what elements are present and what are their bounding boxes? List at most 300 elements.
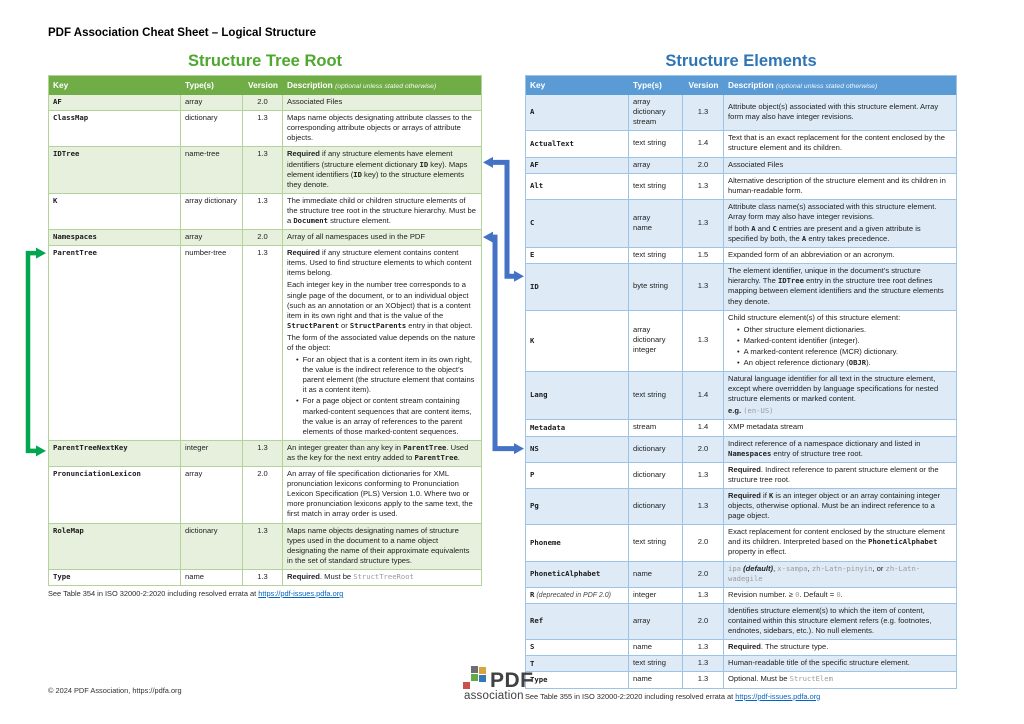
description-paragraph (728, 133, 952, 153)
version-cell: 1.3 (683, 311, 724, 371)
description-paragraph (728, 224, 952, 244)
key-cell: T (526, 656, 629, 671)
table-row (526, 264, 956, 310)
version-cell: 2.0 (683, 604, 724, 639)
version-cell: 1.3 (683, 264, 724, 309)
types-cell: array dictionary (181, 194, 243, 229)
text-run: If both (728, 223, 752, 233)
text-run: , or (872, 563, 886, 573)
description-paragraph (728, 658, 952, 668)
table-row (49, 570, 481, 585)
types-cell: array (181, 95, 243, 110)
version-cell: 1.3 (683, 200, 724, 247)
text-run: Document (293, 215, 328, 225)
bullet-icon: • (296, 355, 299, 365)
description-cell (724, 640, 956, 655)
text-run: ID (419, 159, 429, 169)
key-cell: Type (526, 672, 629, 687)
text-run: ). (866, 358, 871, 367)
key-cell: ClassMap (49, 111, 181, 146)
text-run: PhoneticAlphabet (868, 537, 938, 547)
bullet-item (737, 325, 952, 335)
structure-tree-root-title: Structure Tree Root (187, 52, 343, 70)
text-run: Required (728, 464, 761, 474)
text-run: Required (728, 642, 761, 652)
structure-tree-root-table (48, 52, 482, 598)
description-paragraph (728, 674, 952, 684)
bullet-item (296, 355, 477, 395)
table-header-row (49, 76, 481, 95)
description-cell (283, 230, 481, 245)
text-run: key) to the structure elements they denote. (287, 169, 465, 189)
description-paragraph (287, 232, 477, 242)
structure-elements-title: Structure Elements (665, 52, 817, 70)
key-cell: ActualText (526, 131, 629, 156)
text-run: K (768, 490, 774, 500)
key-cell: R (deprecated in PDF 2.0) (526, 588, 629, 603)
text-run: entry takes precedence. (806, 234, 890, 244)
text-run: StructElem (789, 674, 833, 684)
text-run: Attribute class name(s) associated with this structure element. Array form may also have integer revisions. (728, 201, 937, 221)
description-cell (283, 524, 481, 569)
key-cell: C (526, 200, 629, 247)
description-paragraph (287, 333, 477, 353)
key-cell: RoleMap (49, 524, 181, 569)
table-row (526, 311, 956, 372)
key-cell: PronunciationLexicon (49, 467, 181, 522)
types-cell: dictionary (181, 111, 243, 146)
types-cell: array dictionary stream (629, 95, 683, 130)
description-cell (283, 111, 481, 146)
types-cell: name-tree (181, 147, 243, 192)
text-run: property in effect. (728, 547, 787, 557)
description-note: (optional unless stated otherwise) (334, 83, 437, 90)
version-cell: 1.3 (243, 194, 283, 229)
description-cell (283, 95, 481, 110)
column-header-version: Version (688, 80, 719, 90)
description-cell (724, 604, 956, 639)
text-run: . (457, 452, 460, 462)
version-cell: 1.5 (683, 248, 724, 263)
version-cell: 1.3 (243, 147, 283, 192)
text-run: and (755, 223, 773, 233)
types-cell: dictionary (629, 489, 683, 524)
description-paragraph (728, 439, 952, 459)
version-cell: 1.3 (243, 570, 283, 585)
text-run: 0 (795, 589, 800, 599)
description-cell (724, 131, 956, 156)
description-paragraph (287, 113, 477, 143)
description-cell (724, 562, 956, 587)
bullet-icon: • (296, 396, 299, 406)
text-run: Indirect reference of a namespace dictionary and listed in (728, 438, 921, 448)
table-row (49, 194, 481, 230)
description-paragraph (287, 572, 477, 582)
types-cell: name (181, 570, 243, 585)
mosaic-red-square (463, 682, 470, 689)
key-cell: A (526, 95, 629, 130)
key-cell: K (49, 194, 181, 229)
pdf-association-logo (463, 666, 563, 702)
footnote-text: See Table 355 in ISO 32000-2:2020 including resolved errata at (525, 691, 736, 701)
text-run: Namespaces (728, 448, 772, 458)
text-run: . (840, 589, 843, 599)
bullet-icon: • (737, 358, 740, 367)
types-cell: integer (629, 588, 683, 603)
text-run: entries are present and a given attribute is specified by both, the (728, 223, 921, 244)
description-paragraph (287, 280, 477, 330)
text-run: . Indirect reference to parent structure element or the structure tree root. (728, 464, 939, 484)
text-run: zh-Latn-wadegile (728, 563, 921, 583)
text-run: Associated Files (287, 97, 343, 107)
structure-elements-table (525, 52, 957, 701)
parenttree-nextkey-link (28, 248, 46, 457)
table-row (49, 95, 481, 111)
logo-top-row (463, 666, 563, 690)
text-run: entry in the structure tree root defines mapping between element identifiers and the structure elements they denote. (728, 276, 944, 306)
table-row (49, 111, 481, 147)
types-cell: array dictionary integer (629, 311, 683, 371)
description-cell (724, 588, 956, 603)
text-run: A (801, 234, 807, 244)
text-run: Exact replacement for content enclosed by the structure element and its children. Interpreted based on the (728, 527, 945, 547)
text-run: A marked-content reference (MCR) dictionary. (743, 346, 898, 356)
text-run: Marked-content identifier (integer). (743, 335, 860, 345)
text-run: entry in that object. (406, 320, 473, 330)
text-run: if any structure element contains content items. Used to find structure elements to which content items belong. (287, 248, 472, 278)
version-cell: 2.0 (683, 158, 724, 173)
text-run: is an integer object or an array containing integer objects, otherwise optional. Must be an indirect reference to a page object. (728, 490, 941, 521)
text-run: Child structure element(s) of this structure element: (728, 312, 901, 322)
key-cell: NS (526, 437, 629, 462)
version-cell: 1.3 (683, 489, 724, 524)
types-cell: text string (629, 656, 683, 671)
description-cell (724, 489, 956, 524)
bullet-item (737, 358, 952, 368)
column-header-key: Key (53, 80, 69, 90)
description-paragraph (287, 196, 477, 226)
version-cell: 2.0 (243, 467, 283, 522)
text-run: ID (353, 169, 362, 179)
version-cell: 1.3 (683, 588, 724, 603)
description-cell (724, 174, 956, 199)
types-cell: stream (629, 420, 683, 435)
types-cell: dictionary (629, 437, 683, 462)
table-row (526, 200, 956, 248)
key-cell: P (526, 463, 629, 488)
text-run: An integer greater than any key in (287, 442, 404, 452)
table-row (526, 437, 956, 463)
text-run: Expanded form of an abbreviation or an acronym. (728, 250, 895, 260)
text-run: The form of the associated value depends on the nature of the object: (287, 332, 476, 352)
column-header-types: Type(s) (185, 80, 214, 90)
types-cell: text string (629, 525, 683, 560)
types-cell: dictionary (629, 463, 683, 488)
bullet-icon: • (737, 324, 740, 334)
key-cell: Namespaces (49, 230, 181, 245)
text-run: Other structure element dictionaries. (743, 324, 867, 334)
types-cell: array (181, 230, 243, 245)
table-footnote (525, 692, 957, 701)
text-run: Attribute object(s) associated with this structure element. Array form may also have integer revisions. (728, 102, 939, 122)
text-run: structure element. (327, 215, 391, 225)
text-run: 0 (836, 589, 841, 599)
text-run: Required (287, 149, 320, 159)
description-note: (optional unless stated otherwise) (775, 83, 878, 90)
description-cell (283, 246, 481, 440)
version-cell: 1.3 (243, 441, 283, 466)
copyright-text: © 2024 PDF Association, https://pdfa.org (48, 686, 182, 695)
types-cell: text string (629, 131, 683, 156)
types-cell: dictionary (181, 524, 243, 569)
key-cell: S (526, 640, 629, 655)
text-run: A (751, 223, 756, 233)
version-cell: 1.3 (683, 640, 724, 655)
description-paragraph (728, 465, 952, 485)
description-cell (283, 570, 481, 585)
description-paragraph (728, 422, 952, 432)
table-row (49, 441, 481, 467)
column-header-key: Key (530, 80, 546, 90)
version-cell: 1.3 (683, 174, 724, 199)
description-cell (283, 441, 481, 466)
version-cell: 1.3 (243, 246, 283, 440)
text-run: The immediate child or children structure elements of the structure tree root in the structure hierarchy. Must be a (287, 195, 476, 225)
text-run: Revision number. ≥ (728, 589, 796, 599)
description-paragraph (728, 642, 952, 652)
key-note: (deprecated in PDF 2.0) (534, 591, 611, 599)
description-cell (283, 194, 481, 229)
version-cell: 2.0 (683, 562, 724, 587)
text-run: . Default = (799, 589, 837, 599)
types-cell: array (629, 158, 683, 173)
logo-text-sub: association (464, 690, 524, 702)
description-paragraph (728, 564, 952, 584)
key-cell: Phoneme (526, 525, 629, 560)
table-header-row (526, 76, 956, 95)
text-run: StructParent (287, 320, 339, 330)
table-row (526, 672, 956, 687)
text-run: XMP metadata stream (728, 422, 804, 432)
text-run: Associated Files (728, 159, 784, 169)
footnote-text: See Table 354 in ISO 32000-2:2020 including resolved errata at (48, 588, 259, 598)
table-row (526, 174, 956, 200)
description-cell (724, 525, 956, 560)
table-row (526, 604, 956, 640)
mosaic-gold-square (479, 667, 486, 674)
table-row (49, 246, 481, 441)
table-row (526, 562, 956, 588)
mosaic-gray-square (471, 666, 478, 673)
key-cell: ParentTree (49, 246, 181, 440)
bullet-icon: • (737, 335, 740, 345)
text-run: StructTreeRoot (353, 571, 414, 581)
description-cell (724, 95, 956, 130)
text-run: zh-Latn-pinyin (811, 563, 873, 573)
document-title: PDF Association Cheat Sheet – Logical Structure (48, 27, 316, 39)
text-run: Maps name objects designating attribute classes to the corresponding attribute objects or arrays of attribute objects. (287, 113, 472, 143)
table-row (526, 95, 956, 131)
description-paragraph (728, 313, 952, 323)
types-cell: text string (629, 372, 683, 419)
table-row (526, 525, 956, 561)
text-run: Required (728, 490, 761, 500)
description-paragraph (728, 406, 952, 416)
description-paragraph (728, 374, 952, 404)
types-cell: name (629, 672, 683, 687)
table-row (526, 131, 956, 157)
description-cell (724, 437, 956, 462)
types-cell: text string (629, 248, 683, 263)
types-cell: array (181, 467, 243, 522)
mosaic-green-square (471, 674, 478, 681)
version-cell: 2.0 (243, 95, 283, 110)
version-cell: 1.4 (683, 372, 724, 419)
description-paragraph (728, 176, 952, 196)
logo-text-main: PDF (490, 669, 534, 692)
bullet-item (296, 396, 477, 436)
text-run: if (760, 490, 769, 500)
column-header-description: Description (optional unless stated otherwise) (728, 80, 878, 90)
description-paragraph (728, 102, 952, 122)
text-run: ParentTree (403, 442, 447, 452)
key-cell: AF (526, 158, 629, 173)
text-run: x-sampa (777, 563, 808, 573)
text-run: Array of all namespaces used in the PDF (287, 232, 426, 242)
text-run: , (773, 563, 778, 573)
types-cell: name (629, 562, 683, 587)
text-run: Natural language identifier for all text in the structure element, except where overridden by language specifications for nested structure elements or marked content. (728, 374, 939, 404)
text-run: Required (287, 571, 320, 581)
description-paragraph (728, 527, 952, 557)
text-run: Alternative description of the structure element and its children in human-readable form. (728, 175, 946, 195)
types-cell: array name (629, 200, 683, 247)
types-cell: byte string (629, 264, 683, 309)
text-run: , (807, 563, 812, 573)
table-row (526, 656, 956, 672)
logo-mosaic-icon (463, 666, 487, 690)
text-run: IDTree (777, 276, 804, 286)
description-cell (283, 147, 481, 192)
table-row (526, 463, 956, 489)
text-run: Maps name objects designating names of structure types used in the document to a name object designating the name of their approximate equivalents in the set of standard structure types. (287, 525, 470, 565)
key-cell: Pg (526, 489, 629, 524)
description-cell (724, 248, 956, 263)
description-paragraph (287, 443, 477, 463)
text-run: or (338, 320, 350, 330)
key-cell: E (526, 248, 629, 263)
description-cell (283, 467, 481, 522)
key-cell: Ref (526, 604, 629, 639)
text-run: OBJR (848, 358, 867, 367)
namespaces-ns-link (483, 232, 524, 455)
description-paragraph (287, 469, 477, 519)
description-paragraph (728, 266, 952, 306)
table-row (49, 147, 481, 193)
table-row (49, 524, 481, 570)
description-paragraph (287, 248, 477, 278)
text-run: (en-US) (743, 406, 774, 416)
errata-link[interactable]: https://pdf-issues.pdfa.org (258, 588, 344, 598)
version-cell: 1.3 (683, 672, 724, 687)
bullet-item (737, 347, 952, 357)
structure-tree-root-grid (48, 75, 482, 586)
table-row (526, 489, 956, 525)
description-paragraph (728, 491, 952, 521)
text-run: An object reference dictionary ( (743, 358, 849, 367)
text-run: For a page object or content stream containing marked-content sequences that are content items, the value is an array of references to the parent elements of those marked-content sequences. (302, 396, 472, 436)
types-cell: integer (181, 441, 243, 466)
table-row (49, 230, 481, 246)
errata-link[interactable]: https://pdf-issues.pdfa.org (735, 691, 821, 701)
key-cell: IDTree (49, 147, 181, 192)
table-row (526, 372, 956, 420)
text-run: key). Maps element identifiers ( (287, 159, 468, 179)
table-footnote (48, 589, 482, 598)
version-cell: 2.0 (683, 525, 724, 560)
text-run: For an object that is a content item in its own right, the value is the indirect reference to the object’s parent element (the structure element that contains it as a content item). (302, 355, 475, 395)
description-cell (724, 372, 956, 419)
description-paragraph (287, 149, 477, 189)
types-cell: array (629, 604, 683, 639)
text-run: C (772, 223, 777, 233)
version-cell: 1.3 (683, 463, 724, 488)
description-paragraph (728, 606, 952, 636)
key-cell: K (526, 311, 629, 371)
description-cell (724, 200, 956, 247)
description-cell (724, 420, 956, 435)
text-run: Required (287, 248, 320, 258)
text-run: e.g. (728, 406, 744, 416)
bullet-icon: • (737, 346, 740, 356)
description-paragraph (728, 590, 952, 600)
text-run: ParentTree (414, 452, 458, 462)
mosaic-blue-square (479, 675, 486, 682)
text-run: Human-readable title of the specific structure element. (728, 658, 910, 668)
text-run: . Used as the key for the next entry added to (287, 442, 469, 462)
table-row (49, 467, 481, 523)
version-cell: 1.4 (683, 420, 724, 435)
version-cell: 1.3 (243, 111, 283, 146)
table-row (526, 158, 956, 174)
version-cell: 1.4 (683, 131, 724, 156)
key-cell: ID (526, 264, 629, 309)
key-cell: ParentTreeNextKey (49, 441, 181, 466)
version-cell: 2.0 (683, 437, 724, 462)
column-header-description: Description (optional unless stated otherwise) (287, 80, 437, 90)
description-cell (724, 311, 956, 371)
idtree-id-link (483, 157, 524, 282)
types-cell: number-tree (181, 246, 243, 440)
key-cell: Alt (526, 174, 629, 199)
text-run: . The structure type. (760, 642, 829, 652)
description-paragraph (287, 526, 477, 566)
key-cell: Type (49, 570, 181, 585)
text-run: ipa (728, 563, 741, 573)
key-cell: PhoneticAlphabet (526, 562, 629, 587)
key-cell: Lang (526, 372, 629, 419)
description-paragraph (728, 160, 952, 170)
description-cell (724, 672, 956, 687)
description-cell (724, 463, 956, 488)
version-cell: 1.3 (683, 656, 724, 671)
text-run: (default) (743, 563, 774, 573)
description-cell (724, 158, 956, 173)
text-run: entry of structure tree root. (771, 448, 863, 458)
text-run: if any structure elements have element identifiers (structure element dictionary (287, 149, 453, 169)
version-cell: 1.3 (683, 95, 724, 130)
types-cell: text string (629, 174, 683, 199)
